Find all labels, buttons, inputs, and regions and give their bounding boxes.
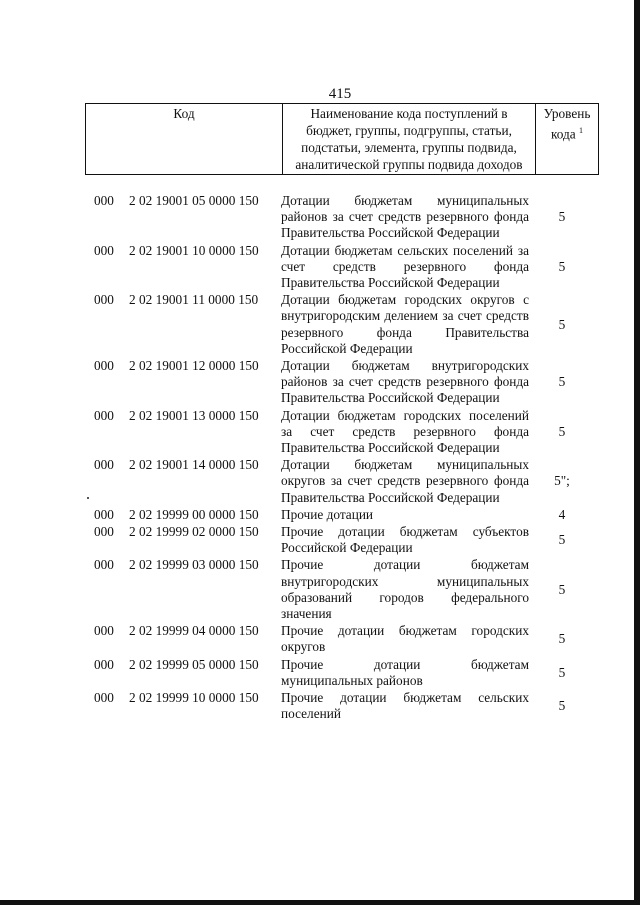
header-level-word: кода	[550, 126, 576, 142]
code-name: Дотации бюджетам муниципальных округов за счет средств резервного фонда Правительства Российской Федерации	[281, 457, 529, 505]
code-admin: 000	[94, 690, 114, 706]
code-admin: 000	[94, 407, 114, 423]
code-rows	[85, 193, 589, 724]
code-level: 5	[558, 664, 566, 680]
code-income: 2 02 19999 05 0000 150	[129, 656, 259, 672]
code-name: Дотации бюджетам муниципальных районов за счет средств резервного фонда Правительства Российской Федерации	[281, 193, 529, 241]
code-level: 5	[558, 423, 566, 439]
code-name: Прочие дотации бюджетам муниципальных районов	[281, 656, 529, 688]
code-income: 2 02 19001 13 0000 150	[129, 407, 259, 423]
code-admin: 000	[94, 358, 114, 374]
table-row	[85, 292, 589, 357]
code-name: Прочие дотации бюджетам внутригородских муниципальных образований городов федерального значения	[281, 557, 529, 622]
table-row	[85, 557, 589, 622]
code-name: Прочие дотации	[281, 506, 374, 522]
header-table	[85, 103, 599, 175]
page-number: 415	[328, 86, 352, 102]
table-row	[85, 457, 589, 506]
code-admin: 000	[94, 623, 114, 639]
code-admin: 000	[94, 457, 114, 473]
header-name-line: бюджет, группы, подгруппы, статьи,	[306, 123, 512, 138]
code-admin: 000	[94, 506, 114, 522]
code-income: 2 02 19001 12 0000 150	[129, 358, 259, 374]
code-name: Дотации бюджетам сельских поселений за счет средств резервного фонда Правительства Российской Федерации	[281, 242, 529, 291]
code-level: 5	[558, 209, 566, 225]
header-level-line1: Уровень	[543, 106, 591, 121]
code-admin: 000	[94, 193, 114, 208]
code-name: Дотации бюджетам внутригородских районов за счет средств резервного фонда Правительства Российской Федерации	[281, 358, 529, 406]
code-level: 5	[558, 631, 566, 647]
code-level: 5	[558, 532, 566, 548]
table-row	[85, 623, 589, 655]
code-level: 5	[558, 316, 566, 332]
code-name: Дотации бюджетам городских округов с внутригородским делением за счет средств резервного фонда Правительства Российской Федерации	[281, 292, 529, 356]
table-row	[85, 408, 589, 457]
code-level: 5	[558, 581, 566, 597]
code-level: 5	[558, 258, 566, 274]
table-row	[85, 657, 589, 689]
footnote-marker: 1	[579, 126, 584, 135]
table-row	[85, 507, 589, 523]
table-row	[85, 243, 589, 292]
code-income: 2 02 19001 11 0000 150	[129, 292, 259, 308]
code-income: 2 02 19999 02 0000 150	[129, 524, 259, 540]
code-income: 2 02 19999 03 0000 150	[129, 557, 259, 573]
code-admin: 000	[94, 242, 114, 258]
code-admin: 000	[94, 656, 114, 672]
code-name: Прочие дотации бюджетам городских округов	[281, 623, 529, 655]
code-income: 2 02 19001 14 0000 150	[129, 457, 259, 473]
header-name-line: Наименование кода поступлений в	[310, 106, 508, 121]
page-edge-right	[634, 0, 640, 905]
code-income: 2 02 19001 10 0000 150	[129, 242, 259, 258]
code-name: Дотации бюджетам городских поселений за счет средств резервного фонда Правительства Российской Федерации	[281, 407, 529, 456]
header-level	[536, 104, 599, 175]
table-row	[85, 690, 589, 722]
code-admin: 000	[94, 524, 114, 540]
code-admin: 000	[94, 292, 114, 308]
table-row	[85, 524, 589, 556]
table-row	[85, 358, 589, 407]
code-level: 5	[558, 374, 566, 390]
code-income: 2 02 19999 10 0000 150	[129, 690, 259, 706]
code-name: Прочие дотации бюджетам сельских поселений	[281, 690, 529, 722]
header-level-line2	[538, 122, 596, 142]
header-name-line: подстатьи, элемента, группы подвида,	[301, 140, 517, 155]
table-row	[85, 193, 589, 242]
code-level: 4	[558, 506, 566, 522]
page-edge-bottom	[0, 900, 640, 905]
code-level: 5";	[554, 473, 570, 489]
header-name-line: аналитической группы подвида доходов	[295, 157, 523, 172]
code-income: 2 02 19999 00 0000 150	[129, 506, 259, 522]
code-level: 5	[558, 698, 566, 714]
code-admin: 000	[94, 557, 114, 573]
code-name: Прочие дотации бюджетам субъектов Российской Федерации	[281, 524, 529, 556]
code-income: 2 02 19001 05 0000 150	[129, 193, 259, 208]
code-income: 2 02 19999 04 0000 150	[129, 623, 259, 639]
header-code: Код	[86, 104, 283, 175]
header-name	[283, 104, 536, 175]
